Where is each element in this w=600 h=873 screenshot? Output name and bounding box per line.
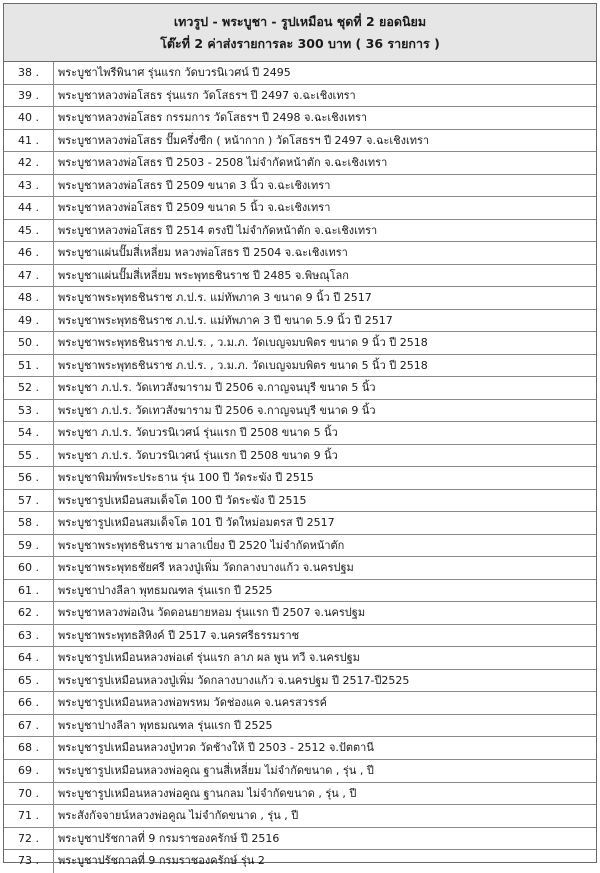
item-number: 70 . — [4, 783, 54, 805]
item-name: พระบูชารูปเหมือนสมเด็จโต 100 ปี วัดระฆัง ปี 2515 — [58, 493, 307, 507]
item-number: 38 . — [4, 62, 54, 84]
item-number: 43 . — [4, 175, 54, 197]
table-row — [4, 828, 596, 851]
table-row — [4, 220, 596, 243]
table-row — [4, 557, 596, 580]
table-row — [4, 805, 596, 828]
item-name: พระบูชารูปเหมือนหลวงพ่อพรหม วัดช่องแค จ.นครสวรรค์ — [58, 696, 328, 710]
table-row — [4, 107, 596, 130]
item-number: 64 . — [4, 647, 54, 669]
item-number: 44 . — [4, 197, 54, 219]
table-row — [4, 692, 596, 715]
table-row — [4, 445, 596, 468]
item-number: 69 . — [4, 760, 54, 782]
item-name: พระบูชาพระพุทธสิหิงค์ ปี 2517 จ.นครศรีธรรมราช — [58, 628, 300, 642]
item-name: พระบูชาหลวงพ่อโสธร ปี 2509 ขนาด 5 นิ้ว จ.ฉะเชิงเทรา — [58, 201, 331, 215]
item-number: 65 . — [4, 670, 54, 692]
table-row — [4, 647, 596, 670]
item-name: พระบูชารูปเหมือนสมเด็จโต 101 ปี วัดใหม่อมตรส ปี 2517 — [58, 516, 335, 530]
table-row — [4, 783, 596, 806]
item-name: พระบูชาปางลีลา พุทธมณฑล รุ่นแรก ปี 2525 — [58, 718, 273, 732]
item-number: 67 . — [4, 715, 54, 737]
item-name: พระบูชาพระพุทธชินราช มาลาเบี่ยง ปี 2520 ไม่จำกัดหน้าตัก — [58, 538, 345, 552]
item-number: 63 . — [4, 625, 54, 647]
item-name: พระบูชาหลวงพ่อโสธร รุ่นแรก วัดโสธรฯ ปี 2497 จ.ฉะเชิงเทรา — [58, 88, 356, 102]
table-row — [4, 152, 596, 175]
item-number: 42 . — [4, 152, 54, 174]
table-row — [4, 197, 596, 220]
item-name: พระบูชาหลวงพ่อโสธร ปี 2514 ตรงปี ไม่จำกัดหน้าตัก จ.ฉะเชิงเทรา — [58, 223, 378, 237]
item-number: 49 . — [4, 310, 54, 332]
item-name: พระบูชา ภ.ป.ร. วัดเทวสังฆาราม ปี 2506 จ.กาญจนบุรี ขนาด 9 นิ้ว — [58, 403, 376, 417]
table-row — [4, 287, 596, 310]
table-row — [4, 737, 596, 760]
item-name: พระบูชา ภ.ป.ร. วัดบวรนิเวศน์ รุ่นแรก ปี 2508 ขนาด 5 นิ้ว — [58, 426, 338, 440]
item-number: 52 . — [4, 377, 54, 399]
table-row — [4, 175, 596, 198]
table-row — [4, 715, 596, 738]
item-number: 45 . — [4, 220, 54, 242]
item-name: พระบูชา ภ.ป.ร. วัดเทวสังฆาราม ปี 2506 จ.กาญจนบุรี ขนาด 5 นิ้ว — [58, 381, 376, 395]
table-row — [4, 85, 596, 108]
item-name: พระบูชา ภ.ป.ร. วัดบวรนิเวศน์ รุ่นแรก ปี 2508 ขนาด 9 นิ้ว — [58, 448, 338, 462]
item-number: 51 . — [4, 355, 54, 377]
table-row — [4, 355, 596, 378]
item-name: พระบูชาพิมพ์พระประธาน รุ่น 100 ปี วัดระฆัง ปี 2515 — [58, 471, 314, 485]
item-number: 46 . — [4, 242, 54, 264]
table-row — [4, 62, 596, 85]
item-name: พระบูชาแผ่นปั๊มสี่เหลี่ยม พระพุทธชินราช ปี 2485 จ.พิษณุโลก — [58, 268, 349, 282]
item-number: 61 . — [4, 580, 54, 602]
item-name: พระบูชาปรัชกาลที่ 9 กรมราชองครักษ์ ปี 2516 — [58, 831, 280, 845]
table-row — [4, 490, 596, 513]
table-subtitle: โต๊ะที่ 2 ค่าส่งรายการละ 300 บาท ( 36 รายการ ) — [160, 35, 440, 51]
item-number: 41 . — [4, 130, 54, 152]
table-row — [4, 580, 596, 603]
item-number: 56 . — [4, 467, 54, 489]
table-row — [4, 535, 596, 558]
item-number: 62 . — [4, 602, 54, 624]
item-number: 48 . — [4, 287, 54, 309]
item-number: 59 . — [4, 535, 54, 557]
table-row — [4, 242, 596, 265]
item-number: 68 . — [4, 737, 54, 759]
item-number: 55 . — [4, 445, 54, 467]
table-header — [4, 4, 596, 62]
item-number: 54 . — [4, 422, 54, 444]
item-name: พระบูชารูปเหมือนหลวงปู่เพิ่ม วัดกลางบางแก้ว จ.นครปฐม ปี 2517-ปี2525 — [58, 673, 410, 687]
table-row — [4, 850, 596, 873]
table-title: เทวรูป - พระบูชา - รูปเหมือน ชุดที่ 2 ยอดนิยม — [173, 13, 427, 29]
item-name: พระบูชาปางลีลา พุทธมณฑล รุ่นแรก ปี 2525 — [58, 583, 273, 597]
table-row — [4, 310, 596, 333]
item-name: พระบูชาพระพุทธชินราช ภ.ป.ร. , ว.ม.ภ. วัดเบญจมบพิตร ขนาด 9 นิ้ว ปี 2518 — [58, 336, 428, 350]
item-number: 71 . — [4, 805, 54, 827]
item-name: พระบูชารูปเหมือนหลวงพ่อคูณ ฐานกลม ไม่จำกัดขนาด , รุ่น , ปี — [58, 786, 357, 800]
item-name: พระสังกัจจายน์หลวงพ่อคูณ ไม่จำกัดขนาด , รุ่น , ปี — [58, 809, 299, 823]
item-name: พระบูชาพระพุทธชัยศรี หลวงปู่เพิ่ม วัดกลางบางแก้ว จ.นครปฐม — [58, 561, 354, 575]
item-number: 66 . — [4, 692, 54, 714]
item-number: 39 . — [4, 85, 54, 107]
item-number: 72 . — [4, 828, 54, 850]
table-row — [4, 400, 596, 423]
item-number: 47 . — [4, 265, 54, 287]
table-row — [4, 467, 596, 490]
table-row — [4, 332, 596, 355]
table-row — [4, 670, 596, 693]
item-name: พระบูชารูปเหมือนหลวงปู่ทวด วัดช้างให้ ปี 2503 - 2512 จ.ปัตตานี — [58, 741, 374, 755]
table-row — [4, 512, 596, 535]
table-row — [4, 760, 596, 783]
item-number: 53 . — [4, 400, 54, 422]
item-number: 40 . — [4, 107, 54, 129]
table-body — [4, 62, 596, 873]
item-number: 57 . — [4, 490, 54, 512]
item-name: พระบูชาแผ่นปั๊มสี่เหลี่ยม หลวงพ่อโสธร ปี 2504 จ.ฉะเชิงเทรา — [58, 246, 348, 260]
item-name: พระบูชาหลวงพ่อโสธร ปี 2503 - 2508 ไม่จำกัดหน้าตัก จ.ฉะเชิงเทรา — [58, 156, 388, 170]
price-list-table — [3, 3, 597, 868]
table-row — [4, 422, 596, 445]
item-name: พระบูชาหลวงพ่อเงิน วัดดอนยายหอม รุ่นแรก ปี 2507 จ.นครปฐม — [58, 606, 366, 620]
item-name: พระบูชาพระพุทธชินราช ภ.ป.ร. แม่ทัพภาค 3 ปี ขนาด 5.9 นิ้ว ปี 2517 — [58, 313, 393, 327]
table-row — [4, 265, 596, 288]
item-number: 58 . — [4, 512, 54, 534]
item-name: พระบูชาพระพุทธชินราช ภ.ป.ร. , ว.ม.ภ. วัดเบญจมบพิตร ขนาด 5 นิ้ว ปี 2518 — [58, 358, 428, 372]
table-row — [4, 602, 596, 625]
table-row — [4, 130, 596, 153]
item-name: พระบูชาหลวงพ่อโสธร ปี 2509 ขนาด 3 นิ้ว จ.ฉะเชิงเทรา — [58, 178, 331, 192]
item-number: 73 . — [4, 850, 54, 873]
item-number: 50 . — [4, 332, 54, 354]
item-name: พระบูชาไพรีพินาศ รุ่นแรก วัดบวรนิเวศน์ ปี 2495 — [58, 66, 291, 79]
item-name: พระบูชาหลวงพ่อโสธร กรรมการ วัดโสธรฯ ปี 2498 จ.ฉะเชิงเทรา — [58, 111, 368, 125]
item-name: พระบูชารูปเหมือนหลวงพ่อคูณ ฐานสี่เหลี่ยม ไม่จำกัดขนาด , รุ่น , ปี — [58, 763, 374, 777]
item-name: พระบูชาหลวงพ่อโสธร ปั๊มครึ่งซีก ( หน้ากาก ) วัดโสธรฯ ปี 2497 จ.ฉะเชิงเทรา — [58, 133, 430, 147]
table-row — [4, 625, 596, 648]
item-name: พระบูชาพระพุทธชินราช ภ.ป.ร. แม่ทัพภาค 3 ขนาด 9 นิ้ว ปี 2517 — [58, 291, 372, 305]
item-number: 60 . — [4, 557, 54, 579]
table-row — [4, 377, 596, 400]
item-name: พระบูชาปรัชกาลที่ 9 กรมราชองครักษ์ รุ่น 2 — [58, 854, 265, 868]
item-name: พระบูชารูปเหมือนหลวงพ่อเต๋ รุ่นแรก ลาภ ผล พูน ทวี จ.นครปฐม — [58, 651, 360, 665]
